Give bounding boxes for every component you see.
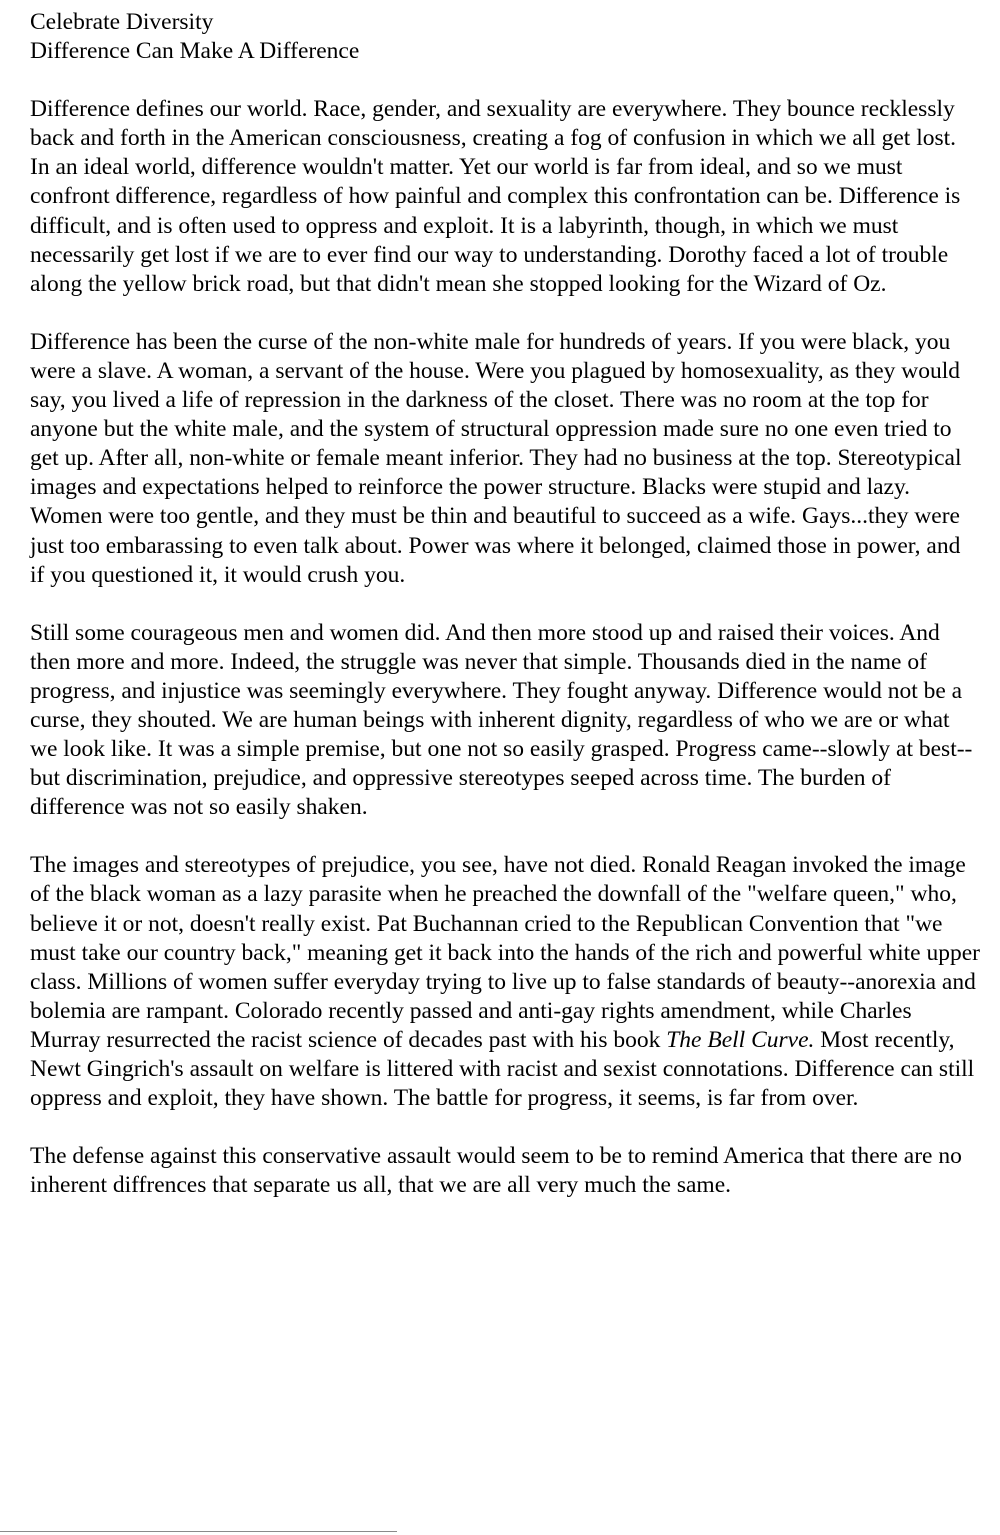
page-subtitle: Difference Can Make A Difference bbox=[30, 38, 360, 65]
paragraph-4-text-end: Most recently, Newt Gingrich's assault on welfare is littered with racist and sexist connotations. Difference can still oppress and exploit, they have shown. The battle for progress, it seems, is far from over. bbox=[30, 1026, 975, 1112]
paragraph-3: Still some courageous men and women did. And then more stood up and raised their voices. And then more and more. Indeed, the struggle was never that simple. Thousands died in the name of progress, and injustice was seemingly everywhere. They fought anyway. Difference would not be a curse, they shouted. We are human beings with inherent dignity, regardless of who we are or what we look like. It was a simple premise, but one not so easily grasped. Progress came--slowly at best--but discrimination, prejudice, and oppressive stereotypes seeped across time. The burden of difference was not so easily shaken. bbox=[30, 619, 973, 821]
page-title: Celebrate Diversity bbox=[30, 9, 214, 35]
article-header bbox=[30, 8, 980, 66]
paragraph-4 bbox=[30, 851, 980, 1113]
article bbox=[30, 8, 980, 1229]
paragraph-2: Difference has been the curse of the non-white male for hundreds of years. If you were black, you were a slave. A woman, a servant of the house. Were you plagued by homosexuality, as they would say, you lived a life of repression in the darkness of the closet. There was no room at the top for anyone but the white male, and the system of structural oppression made sure no one even tried to get up. After all, non-white or female meant inferior. They had no business at the top. Stereotypical images and expectations helped to reinforce the power structure. Blacks were stupid and lazy. Women were too gentle, and they must be thin and beautiful to succeed as a wife. Gays...they were just too embarassing to even talk about. Power was where it belonged, claimed those in power, and if you questioned it, it would crush you. bbox=[30, 328, 962, 588]
paragraph-4-text-start: The images and stereotypes of prejudice, you see, have not died. Ronald Reagan invoked the image of the black woman as a lazy parasite when he preached the downfall of the "welfare queen," who, believe it or not, doesn't really exist. Pat Buchannan cried to the Republican Convention that "we must take our country back," meaning get it back into the hands of the rich and powerful white upper class. Millions of women suffer everyday trying to live up to false standards of beauty--anorexia and bolemia are rampant. Colorado recently passed and anti-gay rights amendment, while Charles Murray resurrected the racist science of decades past with his book bbox=[30, 852, 980, 1053]
paragraph-1: Difference defines our world. Race, gender, and sexuality are everywhere. They bounce recklessly back and forth in the American consciousness, creating a fog of confusion in which we all get lost. In an ideal world, difference wouldn't matter. Yet our world is far from ideal, and so we must confront difference, regardless of how painful and complex this confrontation can be. Difference is difficult, and is often used to oppress and exploit. It is a labyrinth, though, in which we must necessarily get lost if we are to ever find our way to understanding. Dorothy faced a lot of trouble along the yellow brick road, but that didn't mean she stopped looking for the Wizard of Oz. bbox=[30, 96, 961, 297]
footer-divider bbox=[0, 1531, 397, 1532]
paragraph-5: The defense against this conservative assault would seem to be to remind America that there are no inherent diffrences that separate us all, that we are all very much the same. bbox=[30, 1143, 962, 1199]
book-title: The Bell Curve. bbox=[666, 1026, 815, 1053]
